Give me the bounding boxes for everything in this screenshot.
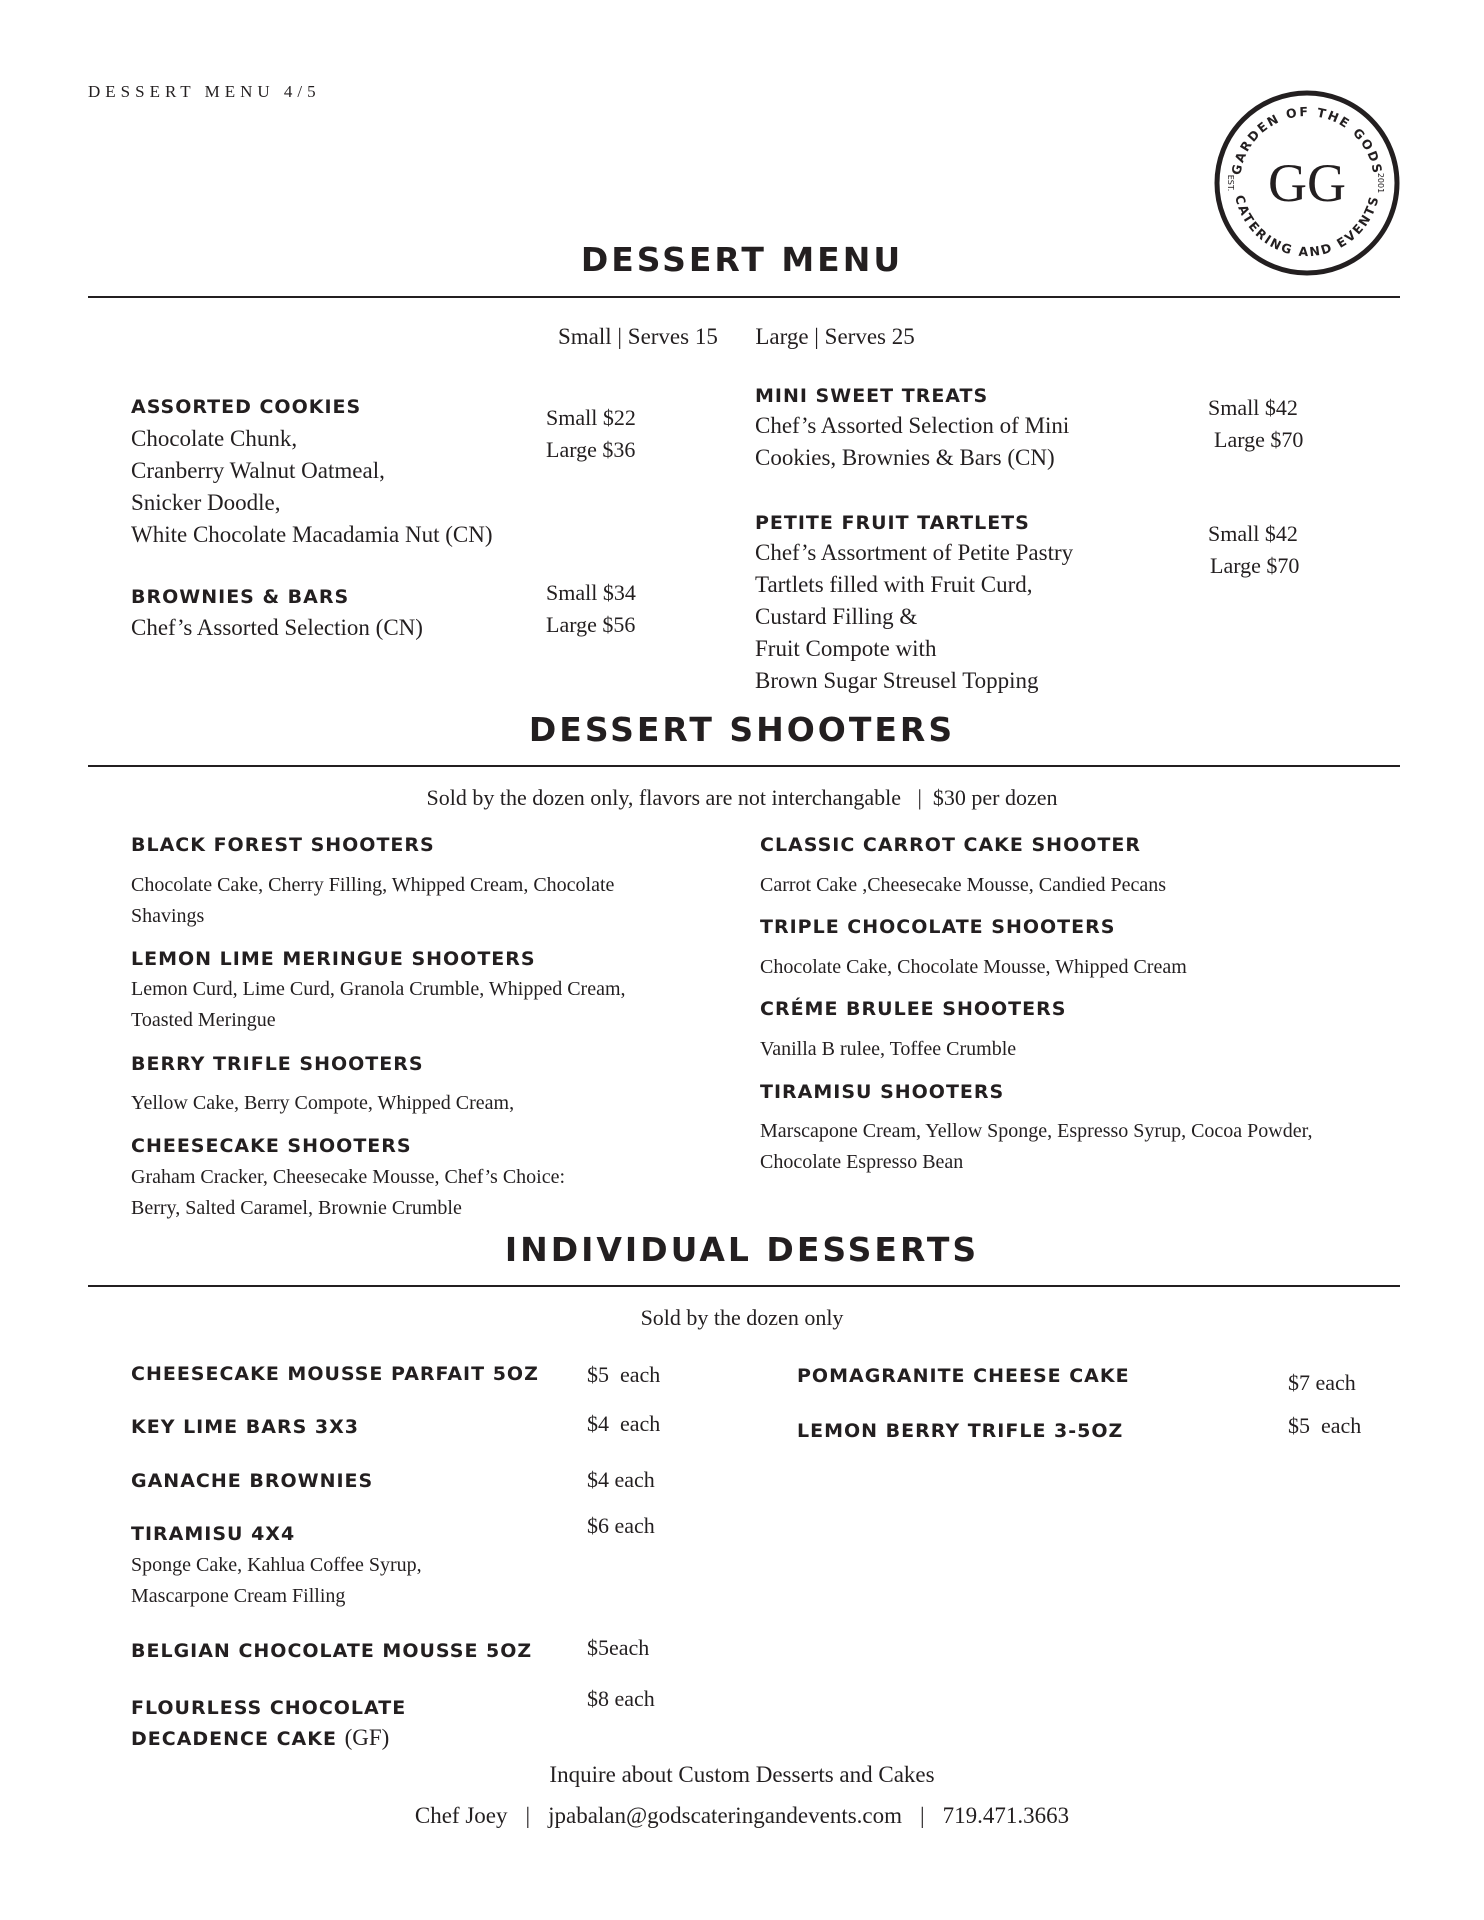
- pomagranite-cheese-cake-title: POMAGRANITE CHEESE CAKE: [797, 1365, 1130, 1387]
- price-large: Large $70: [1210, 553, 1300, 578]
- pomagranite-cheese-cake-price: $7 each: [1288, 1370, 1356, 1395]
- brownies-bars-title: BROWNIES & BARS: [131, 586, 350, 608]
- description-line: Berry, Salted Caramel, Brownie Crumble: [131, 1197, 462, 1219]
- description-line: Toasted Meringue: [131, 1009, 276, 1031]
- description-line: Chef’s Assortment of Petite Pastry: [755, 540, 1074, 565]
- description-line: Marscapone Cream, Yellow Sponge, Espresso Syrup, Cocoa Powder,: [760, 1120, 1313, 1142]
- shooters-subtitle: Sold by the dozen only, flavors are not interchangable | $30 per dozen: [426, 785, 1058, 810]
- description-line: Chocolate Espresso Bean: [760, 1151, 964, 1173]
- logo-est-text: EST.: [1226, 174, 1235, 192]
- description-line: Chocolate Cake, Chocolate Mousse, Whipped Cream: [760, 956, 1187, 978]
- contact-email[interactable]: jpabalan@godscateringandevents.com: [548, 1803, 903, 1828]
- individual-subtitle: Sold by the dozen only: [640, 1305, 844, 1330]
- black-forest-shooters-description: [131, 870, 614, 932]
- description-line: Mascarpone Cream Filling: [131, 1585, 346, 1607]
- mini-sweet-treats-title: MINI SWEET TREATS: [755, 385, 989, 407]
- logo-monogram: GG: [1268, 153, 1346, 213]
- description-line: Tartlets filled with Fruit Curd,: [755, 572, 1033, 597]
- belgian-chocolate-mousse-title: BELGIAN CHOCOLATE MOUSSE 5OZ: [131, 1640, 533, 1662]
- description-line: Cookies, Brownies & Bars (CN): [755, 445, 1055, 470]
- ganache-brownies-title: GANACHE BROWNIES: [131, 1470, 374, 1492]
- price-large: Large $70: [1214, 427, 1304, 452]
- description-line: Chef’s Assorted Selection of Mini: [755, 413, 1070, 438]
- description-line: Lemon Curd, Lime Curd, Granola Crumble, Whipped Cream,: [131, 978, 626, 1000]
- price-small: Small $22: [546, 405, 636, 430]
- size-large-label: Large | Serves 25: [755, 324, 915, 349]
- tiramisu-4x4-price: $6 each: [587, 1513, 655, 1538]
- individual-desserts-title: INDIVIDUAL DESSERTS: [504, 1230, 980, 1269]
- description-line: Sponge Cake, Kahlua Coffee Syrup,: [131, 1554, 422, 1576]
- lemon-berry-trifle-price: $5 each: [1288, 1413, 1362, 1438]
- chef-name: Chef Joey: [414, 1803, 508, 1828]
- description-line: Chocolate Cake, Cherry Filling, Whipped Cream, Chocolate: [131, 874, 615, 896]
- assorted-cookies-prices: [546, 402, 636, 466]
- gluten-free-tag: (GF): [344, 1725, 390, 1750]
- triple-chocolate-shooters-title: TRIPLE CHOCOLATE SHOOTERS: [760, 916, 1116, 938]
- mini-sweet-treats-prices: [1208, 392, 1303, 456]
- lemon-berry-trifle-title: LEMON BERRY TRIFLE 3-5OZ: [797, 1420, 1124, 1442]
- size-small-label: Small | Serves 15: [558, 324, 718, 349]
- flourless-chocolate-cake-price: $8 each: [587, 1686, 655, 1711]
- size-legend: [558, 324, 915, 350]
- logo-ring-bottom-text: CATERING AND EVENTS: [1232, 193, 1382, 260]
- belgian-chocolate-mousse-price: $5each: [587, 1635, 650, 1660]
- page-label: DESSERT MENU 4/5: [88, 82, 321, 101]
- dessert-shooters-title: DESSERT SHOOTERS: [528, 710, 956, 749]
- price-small: Small $42: [1208, 521, 1298, 546]
- section-divider: [88, 1285, 1400, 1287]
- logo-ring-top-text: GARDEN OF THE GODS: [1228, 103, 1386, 177]
- key-lime-bars-price: $4 each: [587, 1411, 661, 1436]
- ganache-brownies-price: $4 each: [587, 1467, 655, 1492]
- title-line: DECADENCE CAKE: [131, 1728, 337, 1750]
- tiramisu-shooters-description: [760, 1116, 1312, 1178]
- contact-phone[interactable]: 719.471.3663: [942, 1803, 1070, 1828]
- inquire-note: Inquire about Custom Desserts and Cakes: [549, 1762, 935, 1787]
- berry-trifle-shooters-title: BERRY TRIFLE SHOOTERS: [131, 1053, 424, 1075]
- assorted-cookies-description: [131, 423, 493, 551]
- key-lime-bars-title: KEY LIME BARS 3X3: [131, 1416, 359, 1438]
- black-forest-shooters-title: BLACK FOREST SHOOTERS: [131, 834, 435, 856]
- section-divider: [88, 296, 1400, 298]
- description-line: Vanilla B rulee, Toffee Crumble: [760, 1038, 1017, 1060]
- separator: |: [920, 1803, 925, 1828]
- cheesecake-mousse-parfait-price: $5 each: [587, 1362, 661, 1387]
- description-line: Yellow Cake, Berry Compote, Whipped Cream,: [131, 1092, 515, 1114]
- price-small: Small $34: [546, 580, 636, 605]
- dessert-menu-title: DESSERT MENU: [580, 240, 904, 279]
- flourless-chocolate-cake-title: [131, 1694, 406, 1754]
- cheesecake-shooters-title: CHEESECAKE SHOOTERS: [131, 1135, 412, 1157]
- brownies-bars-prices: [546, 577, 636, 641]
- description-line: Brown Sugar Streusel Topping: [755, 668, 1039, 693]
- description-line: Snicker Doodle,: [131, 490, 281, 515]
- description-line: Cranberry Walnut Oatmeal,: [131, 458, 385, 483]
- lemon-lime-meringue-shooters-description: [131, 974, 626, 1036]
- description-line: Fruit Compote with: [755, 636, 937, 661]
- description-line: Custard Filling &: [755, 604, 918, 629]
- price-large: Large $36: [546, 437, 636, 462]
- mini-sweet-treats-description: [755, 410, 1069, 474]
- tiramisu-shooters-title: TIRAMISU SHOOTERS: [760, 1081, 1005, 1103]
- classic-carrot-cake-shooter-title: CLASSIC CARROT CAKE SHOOTER: [760, 834, 1141, 856]
- petite-fruit-tartlets-title: PETITE FRUIT TARTLETS: [755, 512, 1030, 534]
- classic-carrot-cake-shooter-description: [760, 870, 1166, 901]
- description-line: Chocolate Chunk,: [131, 426, 298, 451]
- brownies-bars-description: [131, 612, 423, 644]
- price-small: Small $42: [1208, 395, 1298, 420]
- tiramisu-4x4-description: [131, 1550, 422, 1612]
- assorted-cookies-title: ASSORTED COOKIES: [131, 396, 362, 418]
- berry-trifle-shooters-description: [131, 1088, 514, 1119]
- description-line: Graham Cracker, Cheesecake Mousse, Chef’s Choice:: [131, 1166, 566, 1188]
- tiramisu-4x4-title: TIRAMISU 4X4: [131, 1523, 296, 1545]
- separator: |: [525, 1803, 531, 1828]
- petite-fruit-tartlets-prices: [1208, 518, 1299, 582]
- creme-brulee-shooters-title: CRÉME BRULEE SHOOTERS: [760, 998, 1067, 1020]
- petite-fruit-tartlets-description: [755, 537, 1073, 697]
- lemon-lime-meringue-shooters-title: LEMON LIME MERINGUE SHOOTERS: [131, 948, 536, 970]
- section-divider: [88, 765, 1400, 767]
- logo-year-text: 2001: [1376, 172, 1385, 194]
- triple-chocolate-shooters-description: [760, 952, 1187, 983]
- cheesecake-mousse-parfait-title: CHEESECAKE MOUSSE PARFAIT 5OZ: [131, 1363, 539, 1385]
- cheesecake-shooters-description: [131, 1162, 565, 1224]
- description-line: Shavings: [131, 905, 205, 927]
- contact-line: [0, 1803, 1484, 1829]
- description-line: Chef’s Assorted Selection (CN): [131, 615, 423, 640]
- description-line: White Chocolate Macadamia Nut (CN): [131, 522, 493, 547]
- creme-brulee-shooters-description: [760, 1034, 1016, 1065]
- description-line: Carrot Cake ,Cheesecake Mousse, Candied Pecans: [760, 874, 1166, 896]
- price-large: Large $56: [546, 612, 636, 637]
- title-line: FLOURLESS CHOCOLATE: [131, 1697, 407, 1719]
